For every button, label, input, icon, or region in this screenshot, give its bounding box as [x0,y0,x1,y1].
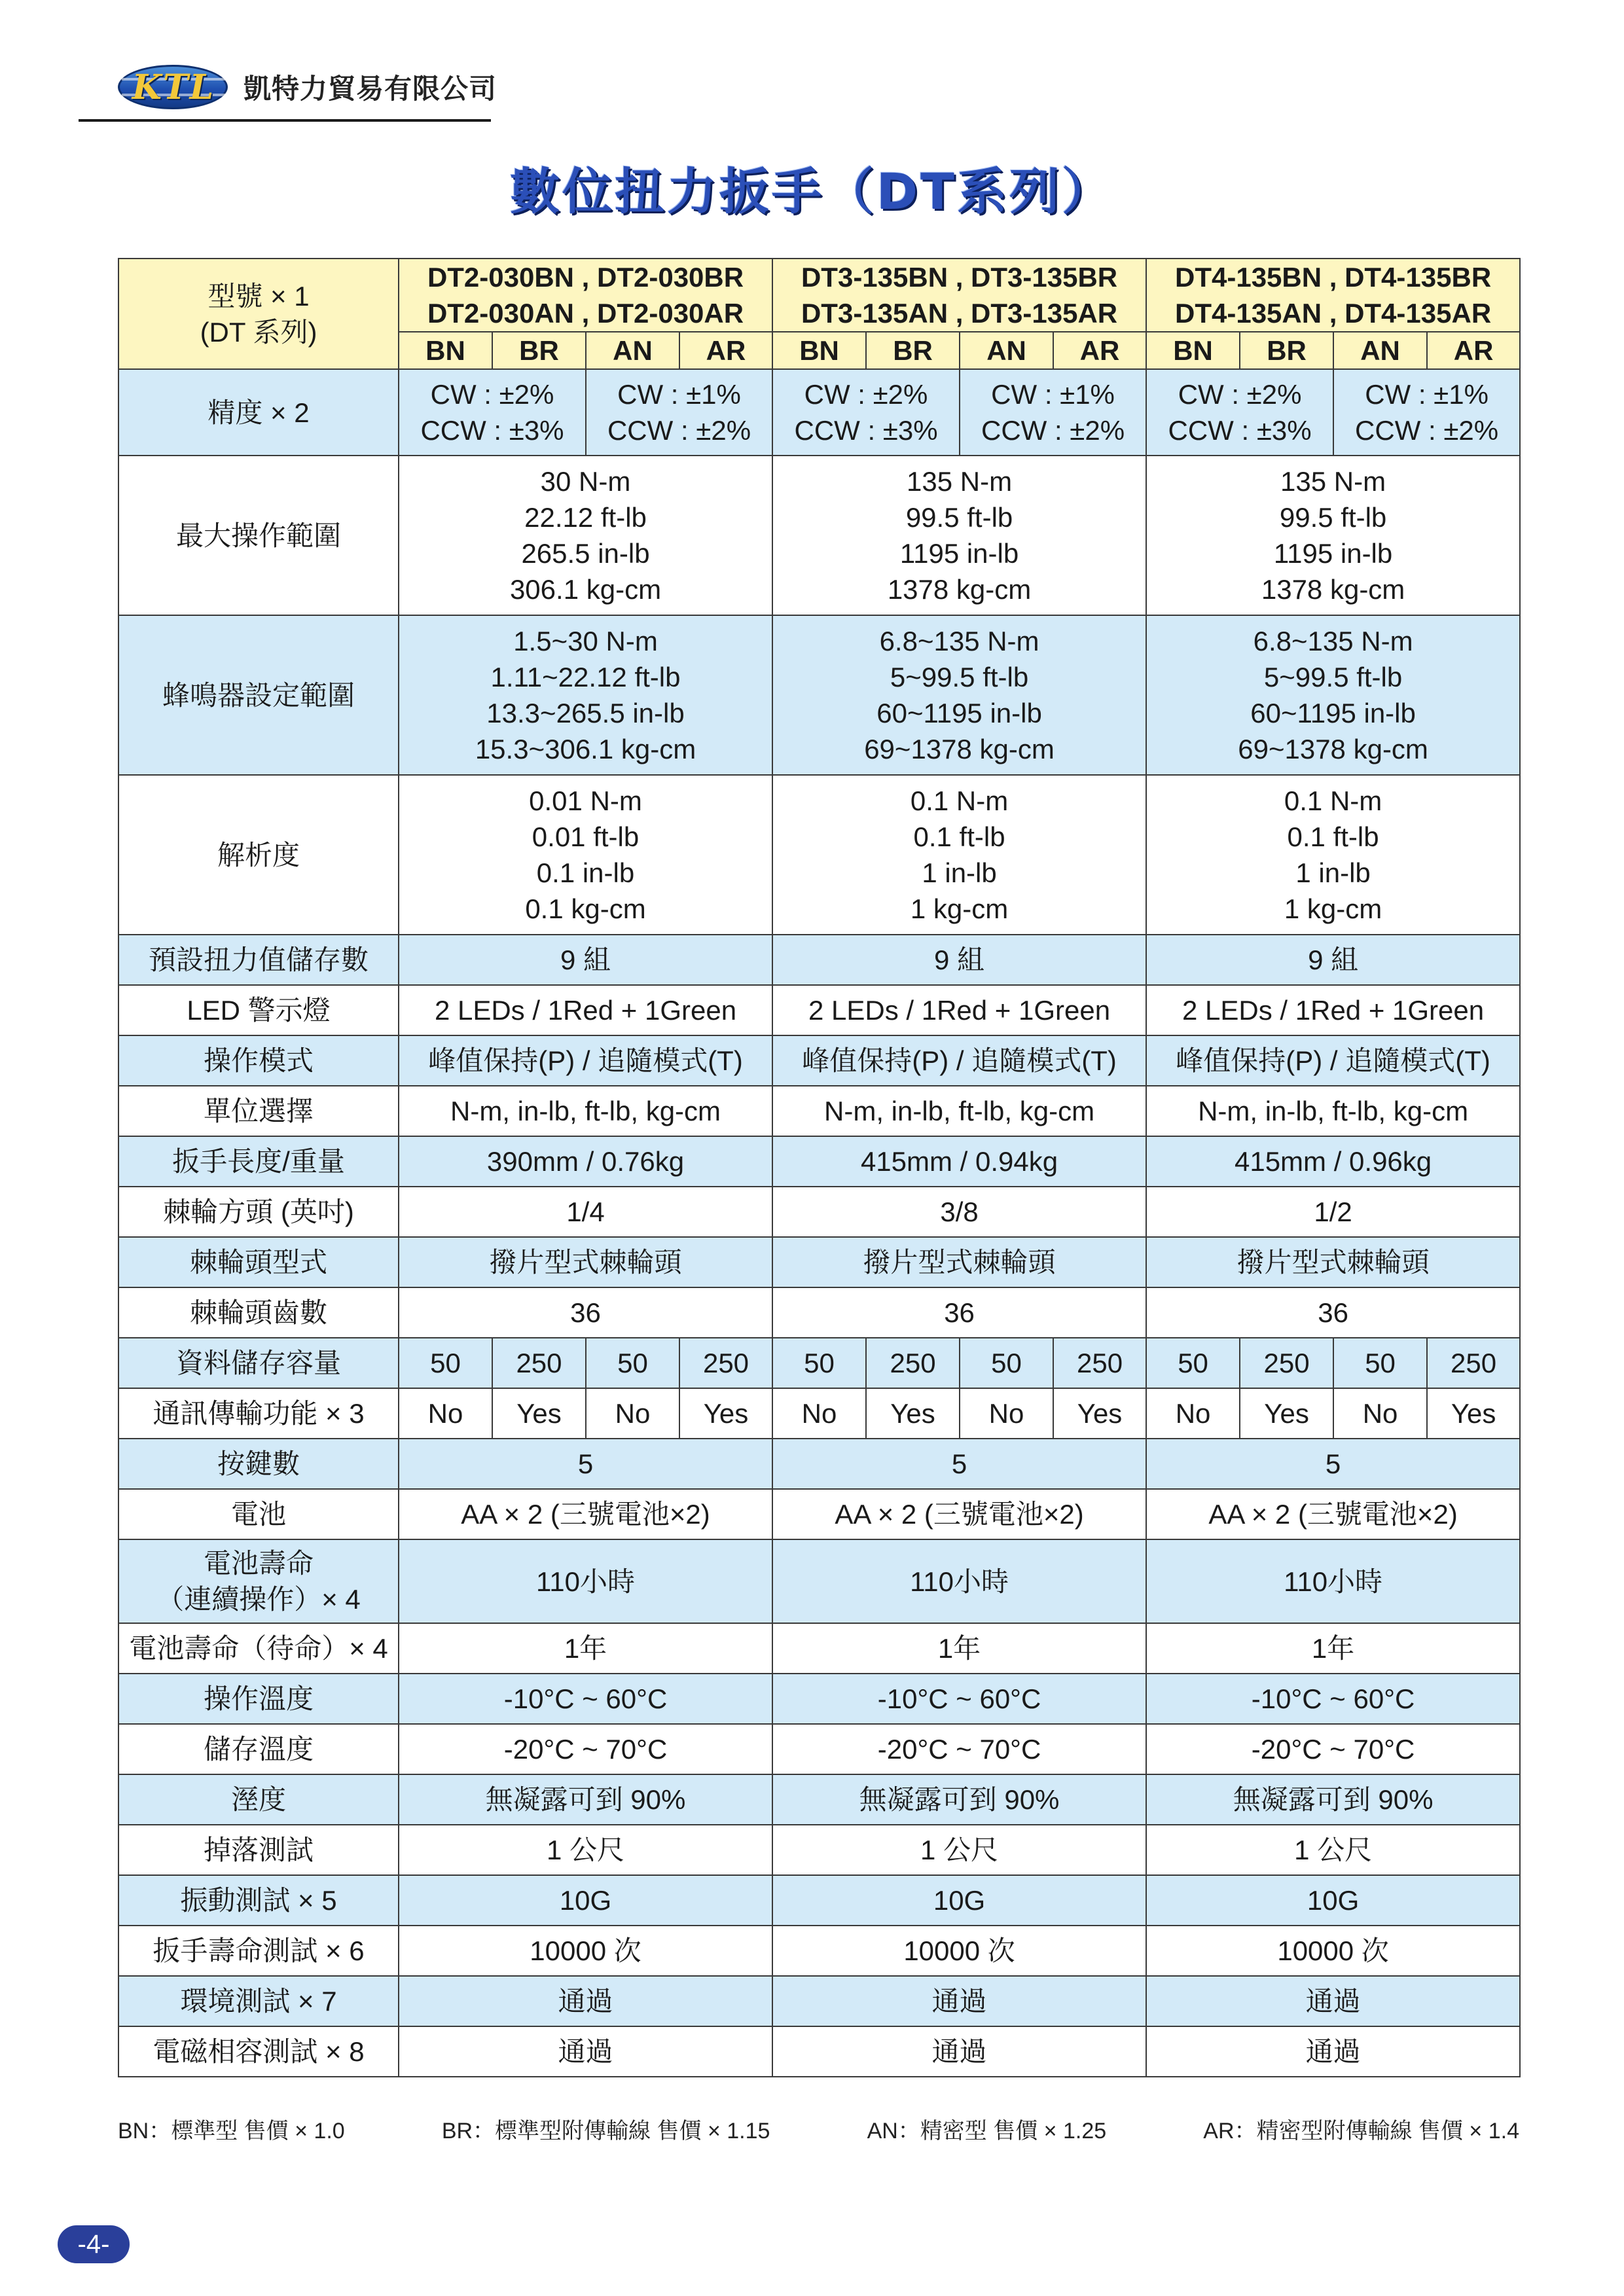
variant-value-cell: No [586,1388,679,1439]
row-keys [118,1439,1520,1489]
row-max-range-line: 30 N-m [540,466,631,497]
value-cell: N-m, in-lb, ft-lb, kg-cm [772,1086,1146,1136]
value-cell: 110小時 [772,1539,1146,1623]
value-cell: 峰值保持(P) / 追隨模式(T) [399,1035,772,1086]
spec-table [118,258,1521,2077]
variant-value-cell: 250 [1240,1338,1333,1388]
value-cell: 10000 次 [772,1926,1146,1976]
row-max-range-line: 306.1 kg-cm [509,574,662,605]
value-cell: 110小時 [399,1539,772,1623]
value-cell: 峰值保持(P) / 追隨模式(T) [1146,1035,1520,1086]
row-label: 掉落測試 [118,1825,399,1875]
row-battery [118,1489,1520,1539]
variant-value-cell: 50 [772,1338,866,1388]
variant-header: BN [1146,332,1240,369]
footnote-bn: BN：標準型 售價 × 1.0 [118,2119,345,2144]
variant-header: AR [1427,332,1520,369]
footnotes [118,2113,1519,2145]
accuracy-cell [960,369,1146,456]
value-cell: 撥片型式棘輪頭 [1146,1237,1520,1287]
row-label: 電池壽命（待命）× 4 [118,1623,399,1674]
value-cell: AA × 2 (三號電池×2) [772,1489,1146,1539]
value-cell: 通過 [1146,1976,1520,2026]
variant-value-cell: No [1333,1388,1427,1439]
row-accuracy [118,369,1520,456]
row-spec [118,1724,1520,1774]
row-label: 扳手長度/重量 [118,1136,399,1187]
accuracy-line: CCW : ±2% [1355,415,1499,446]
row-resolution-line: 0.1 N-m [1284,785,1382,816]
header-label-line: (DT 系列) [200,316,317,348]
variant-value-cell: 50 [1146,1338,1240,1388]
row-spec [118,1287,1520,1338]
accuracy-line: CCW : ±3% [420,415,564,446]
header-label-cell [118,259,399,369]
row-buzzer-range-line: 1.11~22.12 ft-lb [490,662,681,692]
variant-header: AR [679,332,772,369]
value-cell: 10G [399,1875,772,1926]
row-resolution-cell [772,775,1146,935]
row-resolution-line: 1 in-lb [1295,857,1371,888]
value-cell: 10000 次 [1146,1926,1520,1976]
value-cell: -20°C ~ 70°C [772,1724,1146,1774]
logo-text: KTL [132,67,215,107]
variant-value-cell: 250 [866,1338,960,1388]
variant-value-cell: 50 [399,1338,492,1388]
value-cell: 通過 [772,2026,1146,2077]
value-cell: 390mm / 0.76kg [399,1136,772,1187]
row-buzzer-range [118,615,1520,775]
model-name: DT4-135AN , DT4-135AR [1175,298,1492,329]
row-resolution-line: 1 in-lb [922,857,997,888]
accuracy-cell [1146,369,1333,456]
value-cell: 2 LEDs / 1Red + 1Green [772,985,1146,1035]
value-cell: 3/8 [772,1187,1146,1237]
accuracy-cell [1333,369,1520,456]
row-resolution-line: 0.1 ft-lb [913,821,1005,852]
model-name: DT3-135BN , DT3-135BR [801,262,1118,293]
row-resolution-cell [1146,775,1520,935]
model-name: DT3-135AN , DT3-135AR [801,298,1118,329]
value-cell: AA × 2 (三號電池×2) [1146,1489,1520,1539]
accuracy-line: CW : ±1% [1365,379,1489,410]
variant-value-cell: Yes [1053,1388,1146,1439]
value-cell: 通過 [399,1976,772,2026]
row-max-range-line: 265.5 in-lb [521,538,650,569]
variant-value-cell: 250 [492,1338,586,1388]
value-cell: -10°C ~ 60°C [772,1674,1146,1724]
row-buzzer-range-line: 15.3~306.1 kg-cm [475,734,696,764]
value-cell: 通過 [772,1976,1146,2026]
row-max-range-line: 1378 kg-cm [1261,574,1405,605]
row-spec [118,1187,1520,1237]
value-cell: 5 [772,1439,1146,1489]
row-spec [118,1623,1520,1674]
row-label: 電池 [118,1489,399,1539]
row-max-range-line: 1195 in-lb [899,538,1019,569]
row-label: 電磁相容測試 × 8 [118,2026,399,2077]
row-label: 振動測試 × 5 [118,1875,399,1926]
row-spec [118,1674,1520,1724]
value-cell: 10000 次 [399,1926,772,1976]
value-cell: 36 [772,1287,1146,1338]
row-max-range-cell [1146,456,1520,615]
page-title: 數位扭力扳手（DT系列） [510,162,1114,221]
row-max-range-line: 1378 kg-cm [887,574,1032,605]
value-cell: 1/2 [1146,1187,1520,1237]
header-label-line: 型號 × 1 [208,280,310,312]
page-number: -4- [58,2225,130,2263]
row-label: 蜂鳴器設定範圍 [118,615,399,775]
battery-life-label-line: （連續操作）× 4 [156,1584,361,1615]
accuracy-line: CW : ±2% [1178,379,1302,410]
variant-value-cell: Yes [1427,1388,1520,1439]
accuracy-line: CW : ±1% [617,379,741,410]
row-label: 棘輪方頭 (英吋) [118,1187,399,1237]
variant-header: AN [960,332,1053,369]
value-cell: 1 公尺 [1146,1825,1520,1875]
row-label: 棘輪頭型式 [118,1237,399,1287]
row-spec [118,1237,1520,1287]
row-resolution-line: 0.1 in-lb [536,857,635,888]
accuracy-line: CCW : ±2% [981,415,1125,446]
row-max-range-line: 135 N-m [1280,466,1386,497]
model-name: DT2-030BN , DT2-030BR [427,262,744,293]
value-cell: 1年 [1146,1623,1520,1674]
row-label: 溼度 [118,1774,399,1825]
footnote-br: BR：標準型附傳輸線 售價 × 1.15 [441,2119,770,2144]
row-label [118,1539,399,1623]
row-label: 解析度 [118,775,399,935]
value-cell: 36 [399,1287,772,1338]
row-buzzer-range-line: 13.3~265.5 in-lb [486,698,685,728]
row-resolution-line: 0.01 ft-lb [532,821,640,852]
variant-value-cell: 250 [1427,1338,1520,1388]
variant-header: AN [1333,332,1427,369]
variant-value-cell: 50 [960,1338,1053,1388]
value-cell: 2 LEDs / 1Red + 1Green [1146,985,1520,1035]
value-cell: -10°C ~ 60°C [399,1674,772,1724]
company-name: 凱特力貿易有限公司 [244,73,497,104]
value-cell: 無凝露可到 90% [399,1774,772,1825]
accuracy-line: CCW : ±3% [1168,415,1312,446]
row-buzzer-range-line: 5~99.5 ft-lb [1263,662,1403,692]
row-label: 單位選擇 [118,1086,399,1136]
variant-value-cell: No [960,1388,1053,1439]
header-row-models [118,259,1520,332]
value-cell: 36 [1146,1287,1520,1338]
value-cell: 1年 [399,1623,772,1674]
value-cell: 無凝露可到 90% [772,1774,1146,1825]
accuracy-cell [772,369,960,456]
row-buzzer-range-line: 60~1195 in-lb [1250,698,1416,728]
row-max-range-line: 99.5 ft-lb [905,502,1013,533]
row-spec [118,1875,1520,1926]
row-max-range-line: 1195 in-lb [1273,538,1393,569]
row-label: 環境測試 × 7 [118,1976,399,2026]
variant-value-cell: 50 [586,1338,679,1388]
value-cell: -20°C ~ 70°C [399,1724,772,1774]
row-label: 精度 × 2 [118,369,399,456]
row-label: 操作溫度 [118,1674,399,1724]
value-cell: 撥片型式棘輪頭 [772,1237,1146,1287]
accuracy-line: CCW : ±3% [794,415,938,446]
value-cell: 9 組 [772,935,1146,985]
row-spec [118,985,1520,1035]
row-spec [118,2026,1520,2077]
variant-header: AN [586,332,679,369]
value-cell: 10G [1146,1875,1520,1926]
row-buzzer-range-line: 5~99.5 ft-lb [890,662,1029,692]
accuracy-line: CCW : ±2% [607,415,751,446]
variant-header: AR [1053,332,1146,369]
value-cell: 撥片型式棘輪頭 [399,1237,772,1287]
row-resolution-line: 1 kg-cm [910,893,1009,924]
row-resolution-line: 1 kg-cm [1284,893,1382,924]
row-battery-life [118,1539,1520,1623]
value-cell: 1 公尺 [399,1825,772,1875]
row-spec [118,935,1520,985]
variant-value-cell: 250 [679,1338,772,1388]
row-label: 扳手壽命測試 × 6 [118,1926,399,1976]
footnote-ar: AR：精密型附傳輸線 售價 × 1.4 [1203,2119,1519,2144]
variant-value-cell: 50 [1333,1338,1427,1388]
model-group-header [772,259,1146,332]
row-buzzer-range-cell [772,615,1146,775]
page-header [118,58,497,117]
value-cell: 9 組 [399,935,772,985]
value-cell: 通過 [1146,2026,1520,2077]
value-cell: N-m, in-lb, ft-lb, kg-cm [1146,1086,1520,1136]
row-resolution-line: 0.01 N-m [529,785,642,816]
value-cell: 415mm / 0.94kg [772,1136,1146,1187]
value-cell: 5 [1146,1439,1520,1489]
row-buzzer-range-line: 69~1378 kg-cm [864,734,1055,764]
accuracy-line: CW : ±2% [804,379,928,410]
row-buzzer-range-line: 6.8~135 N-m [879,626,1039,656]
value-cell: 峰值保持(P) / 追隨模式(T) [772,1035,1146,1086]
value-cell: 415mm / 0.96kg [1146,1136,1520,1187]
value-cell: 10G [772,1875,1146,1926]
row-max-range-cell [399,456,772,615]
value-cell: 2 LEDs / 1Red + 1Green [399,985,772,1035]
variant-header: BN [772,332,866,369]
value-cell: -20°C ~ 70°C [1146,1724,1520,1774]
row-spec [118,1926,1520,1976]
value-cell: 1年 [772,1623,1146,1674]
variant-value-cell: Yes [492,1388,586,1439]
value-cell: N-m, in-lb, ft-lb, kg-cm [399,1086,772,1136]
row-spec [118,1136,1520,1187]
model-name: DT2-030AN , DT2-030AR [427,298,744,329]
variant-value-cell: Yes [679,1388,772,1439]
value-cell: 1/4 [399,1187,772,1237]
row-label: 預設扭力值儲存數 [118,935,399,985]
variant-value-cell: No [399,1388,492,1439]
row-label: 棘輪頭齒數 [118,1287,399,1338]
row-resolution [118,775,1520,935]
variant-value-cell: Yes [1240,1388,1333,1439]
value-cell: 1 公尺 [772,1825,1146,1875]
variant-header: BN [399,332,492,369]
model-group-header [1146,259,1520,332]
row-comm [118,1388,1520,1439]
battery-life-label-line: 電池壽命 [203,1548,314,1579]
value-cell: 通過 [399,2026,772,2077]
ktl-logo [118,61,229,113]
value-cell: 9 組 [1146,935,1520,985]
row-max-range-line: 99.5 ft-lb [1279,502,1387,533]
accuracy-line: CW : ±2% [430,379,554,410]
footnote-an: AN：精密型 售價 × 1.25 [867,2119,1107,2144]
accuracy-cell [586,369,772,456]
row-buzzer-range-line: 60~1195 in-lb [876,698,1042,728]
row-spec [118,1825,1520,1875]
row-buzzer-range-line: 69~1378 kg-cm [1238,734,1428,764]
variant-value-cell: No [1146,1388,1240,1439]
model-name: DT4-135BN , DT4-135BR [1175,262,1492,293]
row-buzzer-range-cell [399,615,772,775]
variant-header: BR [1240,332,1333,369]
row-spec [118,1035,1520,1086]
row-label: 儲存溫度 [118,1724,399,1774]
row-label: 資料儲存容量 [118,1338,399,1388]
row-buzzer-range-cell [1146,615,1520,775]
row-spec [118,1976,1520,2026]
value-cell: 110小時 [1146,1539,1520,1623]
row-resolution-line: 0.1 kg-cm [525,893,646,924]
row-spec [118,1774,1520,1825]
accuracy-line: CW : ±1% [991,379,1115,410]
row-label: 按鍵數 [118,1439,399,1489]
row-label: 通訊傳輸功能 × 3 [118,1388,399,1439]
row-buzzer-range-line: 6.8~135 N-m [1253,626,1413,656]
row-spec [118,1086,1520,1136]
row-storage [118,1338,1520,1388]
value-cell: -10°C ~ 60°C [1146,1674,1520,1724]
row-label: 操作模式 [118,1035,399,1086]
variant-header: BR [492,332,586,369]
row-max-range-cell [772,456,1146,615]
row-resolution-cell [399,775,772,935]
row-resolution-line: 0.1 N-m [910,785,1009,816]
value-cell: 無凝露可到 90% [1146,1774,1520,1825]
row-buzzer-range-line: 1.5~30 N-m [513,626,658,656]
variant-value-cell: 250 [1053,1338,1146,1388]
header-divider [79,119,491,122]
row-resolution-line: 0.1 ft-lb [1287,821,1379,852]
row-label: 最大操作範圍 [118,456,399,615]
variant-header: BR [866,332,960,369]
row-max-range-line: 135 N-m [907,466,1013,497]
variant-value-cell: No [772,1388,866,1439]
variant-value-cell: Yes [866,1388,960,1439]
row-max-range [118,456,1520,615]
accuracy-cell [399,369,586,456]
model-group-header [399,259,772,332]
value-cell: AA × 2 (三號電池×2) [399,1489,772,1539]
row-label: LED 警示燈 [118,985,399,1035]
row-max-range-line: 22.12 ft-lb [524,502,647,533]
value-cell: 5 [399,1439,772,1489]
